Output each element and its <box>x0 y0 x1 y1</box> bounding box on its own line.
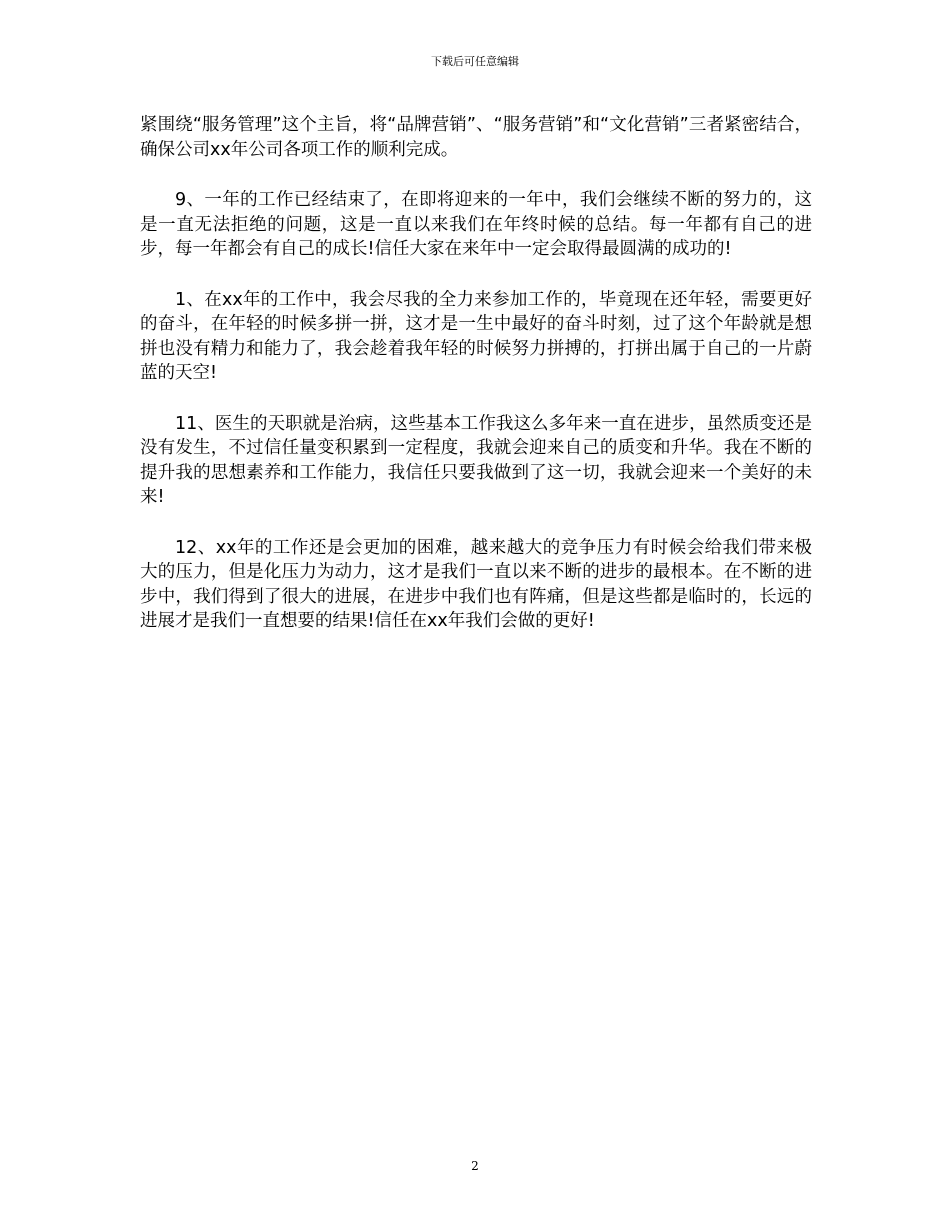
page-header: 下载后可任意编辑 <box>431 55 519 68</box>
page-number: 2 <box>471 1159 479 1173</box>
paragraph-1: 1、在xx年的工作中，我会尽我的全力来参加工作的，毕竟现在还年轻，需要更好的奋斗，在年轻的时候多拼一拼，这才是一生中最好的奋斗时刻，过了这个年龄就是想拼也没有精力和能力了，我会趁着我年轻的时候努力拼搏的，打拼出属于自己的一片蔚蓝的天空! <box>140 289 812 383</box>
paragraph-continuation: 紧围绕“服务管理”这个主旨，将“品牌营销”、“服务营销”和“文化营销”三者紧密结合，确保公司xx年公司各项工作的顺利完成。 <box>140 115 812 160</box>
paragraph-9: 9、一年的工作已经结束了，在即将迎来的一年中，我们会继续不断的努力的，这是一直无法拒绝的问题，这是一直以来我们在年终时候的总结。每一年都有自己的进步，每一年都会有自己的成长!信任大家在来年中一定会取得最圆满的成功的! <box>140 190 812 259</box>
paragraph-11: 11、医生的天职就是治病，这些基本工作我这么多年来一直在进步，虽然质变还是没有发生，不过信任量变积累到一定程度，我就会迎来自己的质变和升华。我在不断的提升我的思想素养和工作能力，我信任只要我做到了这一切，我就会迎来一个美好的未来! <box>140 413 812 507</box>
document-body <box>140 113 812 660</box>
paragraph-12: 12、xx年的工作还是会更加的困难，越来越大的竞争压力有时候会给我们带来极大的压力，但是化压力为动力，这才是我们一直以来不断的进步的最根本。在不断的进步中，我们得到了很大的进展，在进步中我们也有阵痛，但是这些都是临时的，长远的进展才是我们一直想要的结果!信任在xx年我们会做的更好! <box>140 537 812 631</box>
